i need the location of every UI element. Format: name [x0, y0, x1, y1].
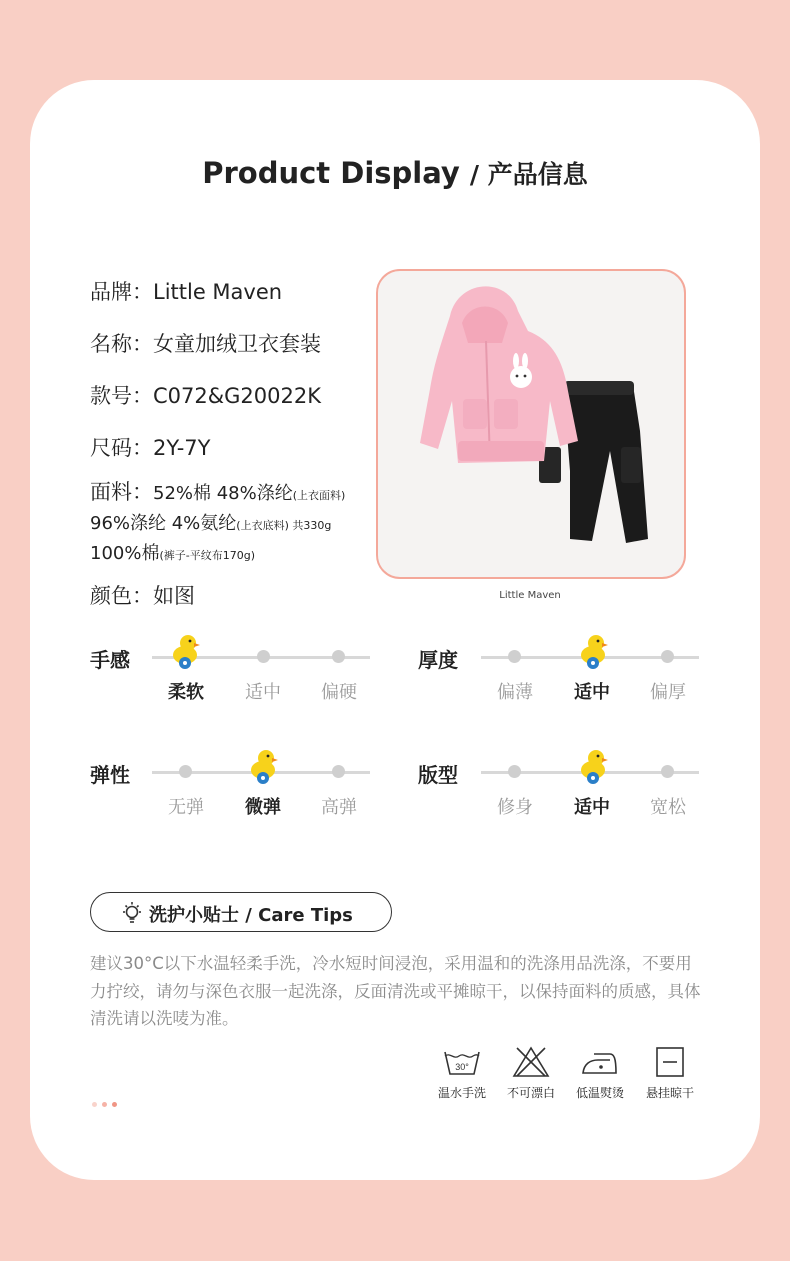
- rating-option: 偏薄: [497, 682, 533, 703]
- spec-value: Little Maven: [153, 280, 283, 304]
- page-title: [0, 155, 790, 191]
- duck-marker-icon: [576, 633, 610, 671]
- fabric-line-2: 96%涤纶 4%氨纶: [90, 513, 237, 534]
- care-hang-dry: [638, 1046, 702, 1101]
- spec-value: 女童加绒卫衣套装: [153, 332, 321, 356]
- rating-dot: [661, 650, 674, 663]
- rating-option: 柔软: [168, 682, 204, 703]
- rating-label: 版型: [418, 763, 458, 787]
- care-instructions: 建议30°C以下水温轻柔手洗，冷水短时间浸泡，采用温和的洗涤用品洗涤，不要用力拧绞，请勿与深色衣服一起洗涤，反面清洗或平摊晾干，以保持面料的质感，具体清洗请以洗唛为准。: [90, 954, 701, 1028]
- spec-key: 尺码：: [90, 436, 153, 460]
- spec-key: 款号：: [90, 384, 153, 408]
- spec-color: [90, 580, 195, 610]
- rating-option: 修身: [497, 797, 533, 818]
- rating-dot: [332, 650, 345, 663]
- product-image: [376, 269, 686, 579]
- rating-option: 偏硬: [321, 682, 357, 703]
- care-hand-wash: [430, 1046, 494, 1101]
- rating-dot: [257, 650, 270, 663]
- rating-label: 弹性: [90, 763, 130, 787]
- rating-option: 无弹: [168, 797, 204, 818]
- spec-brand: [90, 276, 282, 306]
- fabric-note-1: (上衣面料): [292, 489, 346, 502]
- rating-option: 适中: [574, 797, 610, 818]
- care-low-iron: [568, 1046, 632, 1101]
- care-no-bleach: [499, 1046, 563, 1101]
- outfit-illustration: [378, 271, 684, 577]
- fabric-note-3: (裤子-平纹布170g): [159, 549, 255, 562]
- lightbulb-icon: [121, 901, 143, 925]
- care-label: 悬挂晾干: [645, 1086, 694, 1100]
- decorative-dots: [92, 1092, 122, 1111]
- rating-option: 适中: [574, 682, 610, 703]
- fabric-line-1: 52%棉 48%涤纶: [153, 483, 293, 504]
- care-tips-pill: [90, 892, 392, 932]
- duck-marker-icon: [168, 633, 202, 671]
- title-english: Product Display: [202, 156, 460, 190]
- spec-key: 品牌：: [90, 280, 153, 304]
- care-tips-title: 洗护小贴士 / Care Tips: [149, 905, 353, 926]
- duck-marker-icon: [246, 748, 280, 786]
- hand-wash-30-icon: [442, 1046, 482, 1078]
- spec-style-number: [90, 380, 321, 410]
- spec-key: 颜色：: [90, 584, 153, 608]
- spec-name: [90, 328, 321, 358]
- hang-dry-icon: [650, 1046, 690, 1078]
- rating-dot: [508, 650, 521, 663]
- rating-option: 适中: [245, 682, 281, 703]
- spec-key: 名称：: [90, 332, 153, 356]
- care-label: 低温熨烫: [575, 1086, 624, 1100]
- rating-label: 厚度: [418, 648, 458, 672]
- rating-label: 手感: [90, 648, 130, 672]
- duck-marker-icon: [576, 748, 610, 786]
- spec-key: 面料：: [90, 480, 153, 504]
- rating-option: 高弹: [321, 797, 357, 818]
- fabric-note-2: (上衣底料) 共330g: [236, 519, 332, 532]
- title-chinese: / 产品信息: [469, 160, 588, 189]
- image-caption: Little Maven: [499, 590, 561, 601]
- temperature-label: 30°: [455, 1062, 469, 1072]
- spec-value: C072&G20022K: [153, 384, 321, 408]
- rating-dot: [661, 765, 674, 778]
- fabric-line-3: 100%棉: [90, 543, 160, 564]
- low-iron-icon: [580, 1046, 620, 1078]
- rating-dot: [332, 765, 345, 778]
- rating-option: 偏厚: [650, 682, 686, 703]
- spec-value: 如图: [153, 584, 195, 608]
- rating-option: 宽松: [650, 797, 686, 818]
- spec-fabric: [90, 478, 345, 570]
- care-label: 不可漂白: [506, 1086, 555, 1100]
- rating-dot: [508, 765, 521, 778]
- rating-option: 微弹: [245, 797, 281, 818]
- spec-value: 2Y-7Y: [153, 436, 211, 460]
- care-label: 温水手洗: [437, 1086, 486, 1100]
- no-bleach-icon: [511, 1046, 551, 1078]
- rating-dot: [179, 765, 192, 778]
- spec-size: [90, 432, 210, 462]
